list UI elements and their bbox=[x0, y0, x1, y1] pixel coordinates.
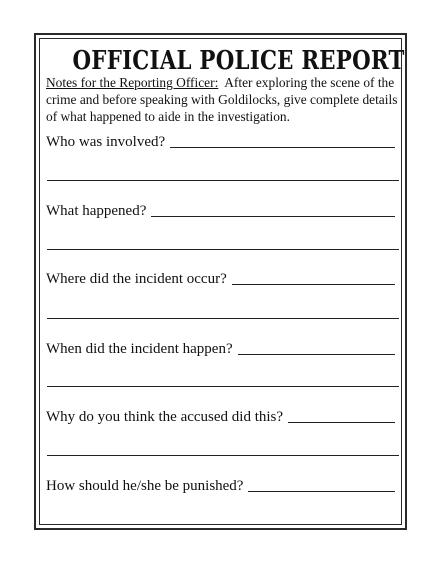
question-label: Who was involved? bbox=[46, 134, 166, 150]
answer-line-extra[interactable] bbox=[47, 318, 399, 319]
answer-line[interactable] bbox=[151, 215, 395, 217]
report-outer-border bbox=[34, 33, 407, 530]
notes-label: Notes for the Reporting Officer: bbox=[46, 75, 219, 90]
answer-line[interactable] bbox=[288, 421, 395, 423]
answer-line-extra[interactable] bbox=[47, 386, 399, 387]
question-who bbox=[46, 134, 395, 151]
question-how bbox=[46, 478, 395, 495]
answer-line-extra[interactable] bbox=[47, 180, 399, 181]
question-label: What happened? bbox=[46, 203, 147, 219]
answer-line[interactable] bbox=[232, 283, 395, 285]
question-label: When did the incident happen? bbox=[46, 341, 233, 357]
notes-text: After exploring the scene of the crime and before speaking with Goldilocks, give complete details of what happened to aide in the investigation. bbox=[46, 75, 398, 124]
question-when bbox=[46, 341, 395, 358]
answer-line-extra[interactable] bbox=[47, 455, 399, 456]
question-label: How should he/she be punished? bbox=[46, 478, 244, 494]
answer-line[interactable] bbox=[238, 353, 395, 355]
question-label: Why do you think the accused did this? bbox=[46, 409, 284, 425]
answer-line-extra[interactable] bbox=[47, 249, 399, 250]
answer-line[interactable] bbox=[248, 490, 395, 492]
question-where bbox=[46, 271, 395, 288]
report-inner-border bbox=[39, 38, 405, 525]
question-label: Where did the incident occur? bbox=[46, 271, 227, 287]
answer-line[interactable] bbox=[170, 146, 395, 148]
question-why bbox=[46, 409, 395, 426]
question-what bbox=[46, 203, 395, 220]
report-title: OFFICIAL POLICE REPORT bbox=[72, 46, 405, 76]
notes-paragraph bbox=[46, 74, 402, 125]
